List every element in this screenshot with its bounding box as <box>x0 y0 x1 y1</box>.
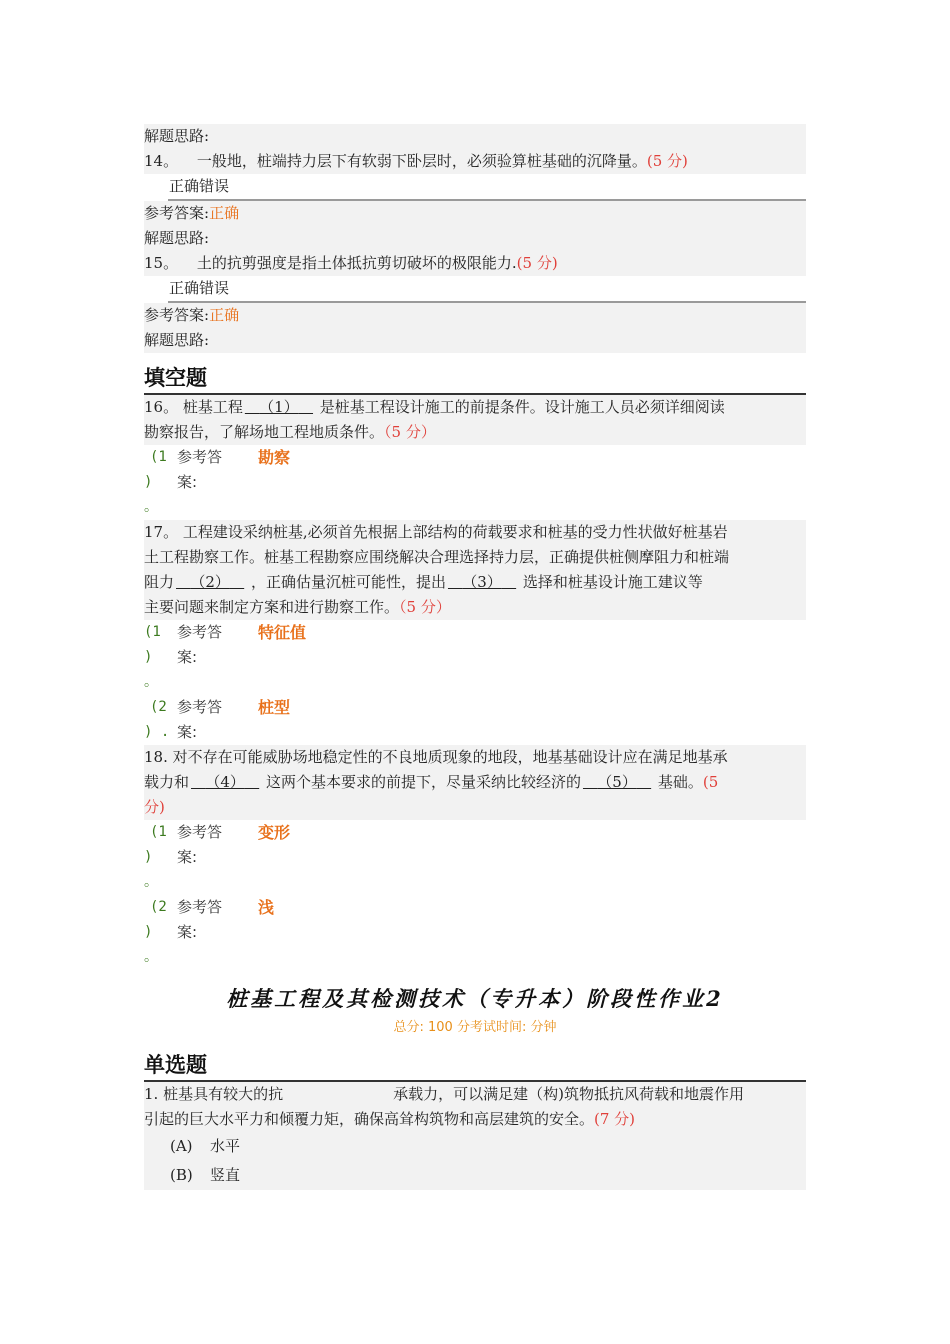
question-18-line-1: 18. 对不存在可能威胁场地稳定性的不良地质现象的地段，地基基础设计应在满足地基承 <box>144 748 728 766</box>
question-score-wrap: 分) <box>144 798 165 816</box>
question-1-line-2: 引起的巨大水平力和倾覆力矩，确保高耸构筑物和高层建筑的安全。(7 分) <box>144 1110 636 1128</box>
assignment-title: 桩基工程及其检测技术（专升本）阶段性作业2 <box>226 986 724 1011</box>
question-number: 14。 <box>144 152 179 170</box>
answer-index-close: ) . <box>144 724 170 740</box>
answer-label: 案: <box>177 473 198 491</box>
question-score: （5 分） <box>399 598 451 616</box>
answer-block-17-2 <box>144 695 806 745</box>
option-label: (A) <box>170 1137 193 1155</box>
answer-label: 参考答 <box>177 448 223 466</box>
assignment-subtitle: 总分: 100 分考试时间: 分钟 <box>393 1020 557 1035</box>
answer-value: 勘察 <box>258 448 291 467</box>
blank-2[interactable]: （2） <box>190 573 230 591</box>
question-score: (5 <box>702 773 719 791</box>
answer-label: 参考答 <box>177 898 223 916</box>
answer-index-close: ) <box>144 924 153 940</box>
blank-3[interactable]: （3） <box>462 573 502 591</box>
answer-index: (2 <box>150 699 167 715</box>
answer-value: 变形 <box>258 823 291 842</box>
answer-value: 浅 <box>258 898 275 917</box>
question-17 <box>144 520 806 620</box>
answer-block-18-2 <box>144 895 806 970</box>
ref-answer-label: 参考答案: <box>144 306 210 324</box>
answer-label: 案: <box>177 923 198 941</box>
question-17-line-3: 阻力 （2） ，正确估量沉桩可能性，提出 （3） 选择和桩基设计施工建议等 <box>144 573 703 591</box>
ref-answer-label: 参考答案: <box>144 204 210 222</box>
question-score: (7 分) <box>594 1110 636 1128</box>
answer-dot: 。 <box>144 949 158 965</box>
answer-dot: 。 <box>144 499 158 515</box>
option-label: (B) <box>170 1166 193 1184</box>
analysis-label: 解题思路: <box>144 229 210 247</box>
true-false-options[interactable]: 正确错误 <box>169 279 230 297</box>
answer-label: 参考答 <box>177 823 223 841</box>
question-18 <box>144 745 806 820</box>
answer-block-16-1 <box>144 445 806 520</box>
option-text: 竖直 <box>210 1166 241 1184</box>
answer-block-17-1 <box>144 620 806 695</box>
answer-label: 案: <box>177 848 198 866</box>
answer-index: (2 <box>150 899 167 915</box>
option-a[interactable] <box>144 1132 806 1161</box>
answer-index: (1 <box>144 624 161 640</box>
answer-label: 案: <box>177 723 198 741</box>
question-15-answer <box>144 303 806 353</box>
q13-tail <box>144 124 806 149</box>
question-stem: 一般地，桩端持力层下有软弱下卧层时，必须验算桩基础的沉降量。 <box>196 152 647 170</box>
blank-5[interactable]: （5） <box>597 773 637 791</box>
question-14 <box>144 149 806 174</box>
answer-index-close: ) <box>144 474 153 490</box>
answer-label: 案: <box>177 648 198 666</box>
ref-answer-value: 正确 <box>209 204 240 222</box>
answer-index: (1 <box>150 449 167 465</box>
answer-label: 参考答 <box>177 623 223 641</box>
question-14-text <box>144 149 806 174</box>
question-17-line-2: 土工程勘察工作。桩基工程勘察应围绕解决合理选择持力层，正确提供桩侧摩阻力和桩端 <box>144 548 730 566</box>
answer-index-close: ) <box>144 849 153 865</box>
question-14-answer <box>144 201 806 276</box>
answer-index: (1 <box>150 824 167 840</box>
answer-dot: 。 <box>144 674 158 690</box>
question-1 <box>144 1082 806 1190</box>
question-16-line-1: 16。 桩基工程 （1） 是桩基工程设计施工的前提条件。设计施工人员必须详细阅读 <box>144 398 725 416</box>
analysis-label: 解题思路: <box>144 331 210 349</box>
question-15-text <box>144 251 806 276</box>
ref-answer-line <box>144 201 806 226</box>
question-17-line-1: 17。 工程建设采纳桩基,必须首先根据上部结构的荷载要求和桩基的受力性状做好桩基岩 <box>144 523 728 541</box>
option-text: 水平 <box>210 1137 241 1155</box>
blank-4[interactable]: （4） <box>205 773 245 791</box>
question-16-line-2: 勘察报告，了解场地工程地质条件。（5 分） <box>144 423 436 441</box>
answer-value: 特征值 <box>258 623 307 642</box>
analysis-label: 解题思路: <box>144 127 210 145</box>
ref-answer-value: 正确 <box>209 306 240 324</box>
answer-index-close: ) <box>144 649 153 665</box>
question-number: 15。 <box>144 254 179 272</box>
question-18-line-2: 载力和 （4） 这两个基本要求的前提下，尽量采纳比较经济的 （5） 基础。(5 <box>144 773 719 791</box>
section-title-single-choice: 单选题 <box>144 1050 806 1082</box>
section-title-fill: 填空题 <box>144 363 806 395</box>
question-stem: 土的抗剪强度是指土体抵抗剪切破坏的极限能力. <box>196 254 517 272</box>
document-page <box>144 124 806 1190</box>
question-1-line-1: 1. 桩基具有较大的抗 承载力，可以满足建（构)筑物抵抗风荷载和地震作用 <box>144 1085 744 1103</box>
blank-1[interactable]: （1） <box>259 398 299 416</box>
question-score: (5 分) <box>516 254 558 272</box>
answer-block-18-1 <box>144 820 806 895</box>
ref-answer-line <box>144 303 806 328</box>
question-16 <box>144 395 806 445</box>
question-score: (5 分) <box>646 152 688 170</box>
question-score: （5 分） <box>384 423 436 441</box>
option-b[interactable] <box>144 1161 806 1190</box>
true-false-options[interactable]: 正确错误 <box>169 177 230 195</box>
answer-dot: 。 <box>144 874 158 890</box>
answer-value: 桩型 <box>258 698 291 717</box>
question-17-line-4: 主要问题来制定方案和进行勘察工作。（5 分） <box>144 598 451 616</box>
answer-label: 参考答 <box>177 698 223 716</box>
